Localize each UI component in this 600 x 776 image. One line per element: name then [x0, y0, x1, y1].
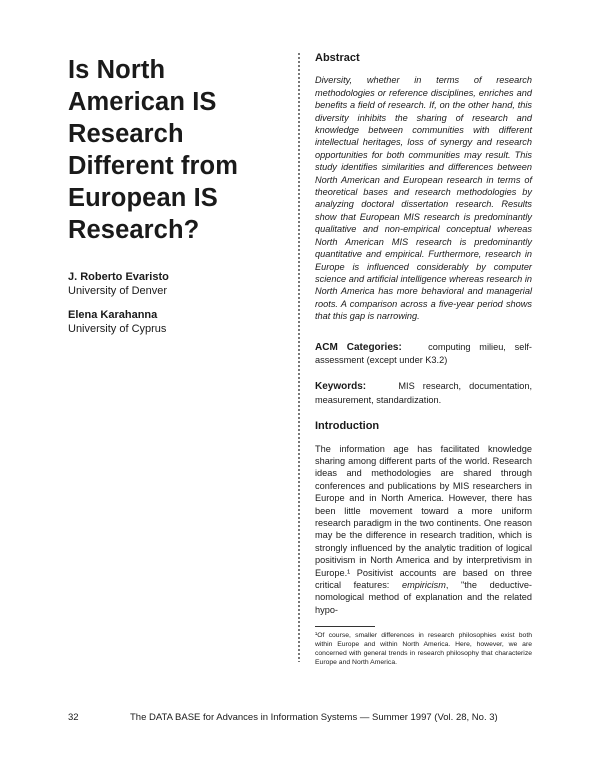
column-divider — [296, 52, 302, 662]
right-column — [315, 52, 532, 667]
acm-categories — [315, 341, 532, 367]
author-name: J. Roberto Evaristo — [68, 271, 169, 283]
left-column — [68, 54, 278, 336]
intro-emphasis: empiricism — [401, 580, 446, 591]
intro-text-part: The information age has facilitated knowledge sharing among different parts of the world. Research ideas and methodologies are shared through conferences and publications by MIS researchers in Europe and in North America. However, there has been little movement toward a more uniform research paradigm in the two continents. One reason may be the difference in research tradition, which is strongly influenced by the analytic tradition of logical positivism in North America and by interpretivism in Europe.¹ Positivist accounts are based on three critical features: — [315, 443, 532, 591]
keywords-text: MIS research, documentation, measurement, standardization. — [315, 381, 532, 405]
abstract-text: Diversity, whether in terms of research methodologies or reference disciplines, enriches and benefits a field of research. If, on the other hand, this diversity inhibits the sharing of research and knowledge between communities with different intellectual heritages, loss of synergy and research opportunities for both communities may result. This study identifies similarities and differences between North American and European research in terms of theoretical bases and research methodologies by analyzing doctoral dissertation research. Results show that European MIS research is predominantly qualitative and non-empirical conceptual whereas North American MIS research is predominantly quantitative and empirical. Furthermore, research in Europe is influenced considerably by computer science and artificial intelligence whereas research in North America has more behavioral and managerial roots. A comparison across a five-year period shows that this gap is narrowing. — [315, 75, 532, 322]
journal-citation: The DATA BASE for Advances in Information Systems — Summer 1997 (Vol. 28, No. 3) — [130, 712, 498, 723]
title-line: European IS — [68, 184, 218, 212]
acm-text: computing milieu, self-assessment (except under K3.2) — [315, 341, 532, 365]
introduction-text — [315, 443, 532, 617]
title-line: Research? — [68, 216, 200, 244]
author-affiliation: University of Denver — [68, 285, 168, 297]
acm-label: ACM Categories: — [315, 341, 402, 353]
page-number: 32 — [68, 712, 79, 723]
keywords-label: Keywords: — [315, 381, 367, 393]
title-line: Is North — [68, 56, 166, 84]
author-name: Elena Karahanna — [68, 309, 158, 321]
footnote: ¹Of course, smaller differences in research philosophies exist both within Europe and within North America. Here, however, we are concerned with general trends in research philosophy that characterize Europe and North America. — [315, 632, 532, 667]
intro-text-part: , "the deductive-nomological method of explanation and the related hypo- — [315, 580, 532, 615]
title-line: American IS — [68, 88, 217, 116]
keywords — [315, 380, 532, 406]
paper-title — [68, 54, 278, 246]
title-line: Research — [68, 120, 184, 148]
author-1 — [68, 270, 278, 298]
footnote-rule — [315, 626, 375, 627]
introduction-heading: Introduction — [315, 420, 380, 433]
author-affiliation: University of Cyprus — [68, 323, 167, 335]
title-line: Different from — [68, 152, 238, 180]
abstract-heading: Abstract — [315, 52, 360, 64]
author-2 — [68, 308, 278, 336]
